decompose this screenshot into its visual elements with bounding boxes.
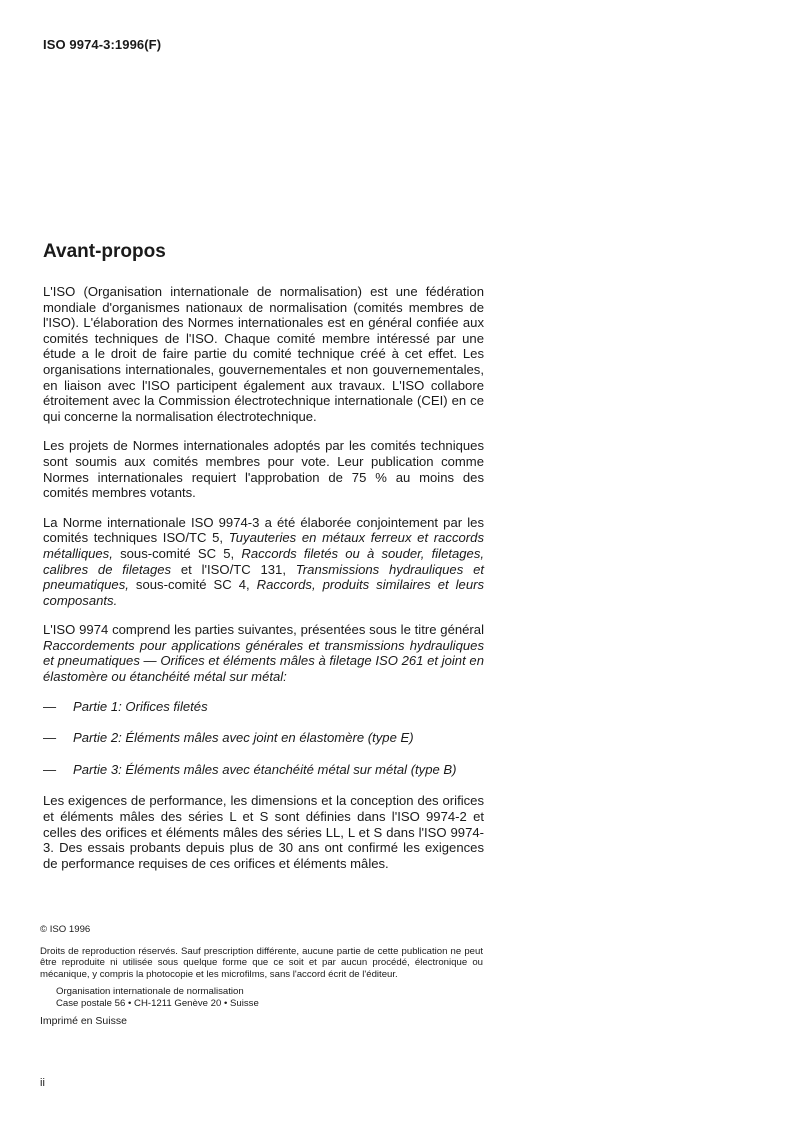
page-number: ii [40, 1077, 45, 1089]
paragraph-voting: Les projets de Normes internationales adoptés par les comités techniques sont soumis aux comités membres pour vote. Leur publication comme Normes internationales requiert l'approbation de 75 % au moins des comités membres votants. [43, 438, 484, 501]
part-prefix: Partie 3: [73, 761, 122, 777]
p3-subcommittee-title-1: Raccords filetés ou à souder, filetages, calibres de filetages [43, 545, 485, 577]
copyright-notice: © ISO 1996 [40, 924, 91, 935]
foreword-body [43, 284, 484, 885]
part-entry [73, 730, 414, 746]
p3-text-g: sous-comité SC 4, [135, 577, 250, 593]
paragraph-performance: Les exigences de performance, les dimensions et la conception des orifices et éléments mâles des séries L et S sont définies dans l'ISO 9974-2 et celles des orifices et éléments mâles des séries LL, L et S dans l'ISO 9974-3. Des essais probants depuis plus de 30 ans ont confirmé les exigences de performance requises de ces orifices et éléments mâles. [43, 793, 484, 871]
p4-text-a: L'ISO 9974 comprend les parties suivantes, présentées sous le titre général [43, 622, 484, 638]
paragraph-parts-intro [43, 622, 484, 684]
parts-list [43, 699, 484, 778]
paragraph-technical-committees [43, 515, 484, 609]
p3-text-e: et l'ISO/TC 131, [180, 561, 286, 577]
section-title: Avant-propos [43, 241, 166, 262]
copyright-block [40, 924, 483, 1027]
p3-text-a: La Norme internationale ISO 9974-3 a été élaborée conjointement par les comités techniques ISO/TC 5, [43, 514, 484, 546]
printed-in: Imprimé en Suisse [40, 1014, 127, 1027]
paragraph-iso-organisation: L'ISO (Organisation internationale de normalisation) est une fédération mondiale d'organismes nationaux de normalisation (comités membres de l'ISO). L'élaboration des Normes internationales est en général confiée aux comités techniques de l'ISO. Chaque comité membre intéressé par une étude a le droit de faire partie du comité technique créé à cet effet. Les organisations internationales, gouvernementales et non gouvernementales, en liaison avec l'ISO participent également aux travaux. L'ISO collabore étroitement avec la Commission électrotechnique internationale (CEI) en ce qui concerne la normalisation électrotechnique. [43, 284, 484, 424]
organisation-name: Organisation internationale de normalisation [56, 986, 244, 998]
list-dash: — [43, 730, 57, 746]
list-dash: — [43, 698, 57, 714]
list-dash: — [43, 761, 57, 777]
list-item [43, 699, 484, 715]
organisation-address: Case postale 56 • CH-1211 Genève 20 • Suisse [56, 997, 259, 1009]
part-entry [73, 699, 208, 715]
part-prefix: Partie 2: [73, 730, 122, 746]
p4-general-title: Raccordements pour applications générales et transmissions hydrauliques et pneumatiques — Orifices et éléments mâles à filetage ISO 261 et joint en élastomère ou étanchéité métal sur métal: [43, 637, 484, 685]
part-title: Éléments mâles avec joint en élastomère (type E) [125, 730, 414, 746]
part-title: Orifices filetés [125, 698, 208, 714]
list-item [43, 730, 484, 746]
part-entry [73, 762, 457, 778]
list-item [43, 762, 484, 778]
p3-committee-title-1: Tuyauteries en métaux ferreux et raccords métalliques, [43, 530, 484, 561]
p3-committee-title-2: Transmissions hydrauliques et pneumatiques, [43, 561, 484, 593]
p3-subcommittee-title-2: Raccords, produits similaires et leurs composants. [43, 577, 485, 608]
copyright-rights: Droits de reproduction réservés. Sauf prescription différente, aucune partie de cette publication ne peut être reproduite ni utilisée sous quelque forme que ce soit et par aucun procédé, électronique ou mécanique, y compris la photocopie et les microfilms, sans l'accord écrit de l'éditeur. [40, 945, 483, 980]
part-title: Éléments mâles avec étanchéité métal sur métal (type B) [125, 761, 457, 777]
document-id-header: ISO 9974-3:1996(F) [43, 37, 162, 52]
part-prefix: Partie 1: [73, 698, 122, 714]
p3-text-c: sous-comité SC 5, [120, 545, 235, 561]
